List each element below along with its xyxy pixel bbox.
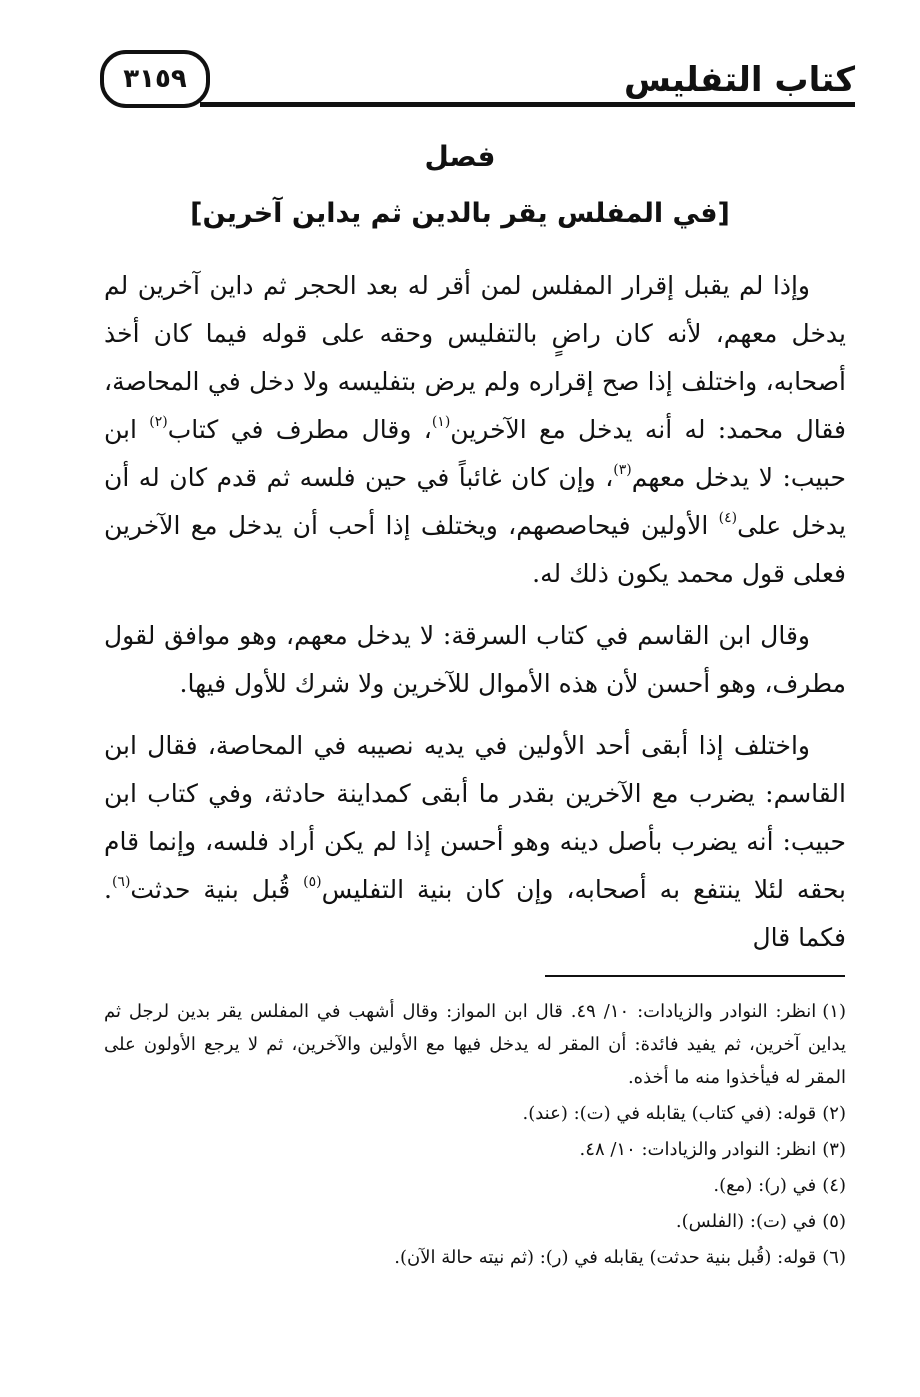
text-run: وإذا لم يقبل إقرار المفلس لمن أقر له بعد الحجر ثم داين آخرين لم يدخل معهم، لأنه كان راضٍ بالتفليس وحقه على قوله فيما كان أخذ أصحابه، واختلف إذا صح إقراره ولم يرض بتفليسه ولا دخل في المحاصة، فقال محمد: له أنه يدخل مع الآخرين (104, 271, 846, 444)
text-run: . فكما قال (104, 875, 846, 952)
header-rule (200, 102, 855, 107)
text-run: ، وإن كان غائباً في حين فلسه ثم قدم كان له أن يدخل على (104, 463, 846, 540)
paragraph-1 (104, 262, 846, 598)
footnote-text: انظر: النوادر والزيادات: ١٠/ ٤٨. (579, 1139, 817, 1160)
footnote-ref-5: (٥) (303, 874, 322, 890)
text-run: قُبل بنية حدثت (130, 875, 304, 904)
text-run: واختلف إذا أبقى أحد الأولين في يديه نصيبه في المحاصة، فقال ابن القاسم: يضرب مع الآخرين بقدر ما أبقى كمداينة حادثة، وفي كتاب ابن حبيب: أنه يضرب بأصل دينه وهو أحسن إذا لم يكن أراد فلسه، وإنما قام بحقه لئلا ينتفع به أصحابه، وإن كان بنية التفليس (104, 731, 846, 904)
footnote-ref-1: (١) (431, 414, 451, 430)
footnote-1 (104, 995, 846, 1094)
text-run: ، وقال مطرف في كتاب (167, 415, 432, 444)
page-number: ٣١٥٩ (100, 50, 210, 108)
footnote-number: (٦) (822, 1247, 846, 1268)
footnote-number: (٥) (822, 1211, 846, 1232)
main-text (104, 262, 846, 976)
footnote-6 (104, 1241, 846, 1274)
footnotes (104, 995, 846, 1277)
footnote-ref-4: (٤) (718, 510, 738, 526)
paragraph-2: وقال ابن القاسم في كتاب السرقة: لا يدخل معهم، وهو موافق لقول مطرف، وهو أحسن لأن هذه الأموال للآخرين ولا شرك للأول فيها. (104, 621, 846, 698)
footnote-3 (104, 1133, 846, 1166)
footnote-text: في (ر): (مع). (713, 1175, 817, 1196)
page-header (95, 40, 855, 115)
section-subtitle: [في المفلس يقر بالدين ثم يداين آخرين] (190, 198, 730, 229)
footnote-text: قوله: (قُبل بنية حدثت) يقابله في (ر): (ثم نيته حالة الآن). (394, 1247, 817, 1268)
footnote-5 (104, 1205, 846, 1238)
footnote-2 (104, 1097, 846, 1130)
footnote-text: قوله: (في كتاب) يقابله في (ت): (عند). (522, 1103, 817, 1124)
footnote-ref-2: (٢) (149, 414, 168, 430)
text-run: الأولين فيحاصصهم، ويختلف إذا أحب أن يدخل مع الآخرين فعلى قول محمد يكون ذلك له. (104, 511, 846, 588)
footnote-4 (104, 1169, 846, 1202)
footnote-number: (٣) (822, 1139, 846, 1160)
footnote-number: (٤) (822, 1175, 846, 1196)
footnote-ref-3: (٣) (613, 462, 632, 478)
footnote-separator (545, 975, 845, 977)
paragraph-3 (104, 722, 846, 962)
section-title: فصل (424, 140, 496, 173)
footnote-text: انظر: النوادر والزيادات: ١٠/ ٤٩. قال ابن المواز: وقال أشهب في المفلس يقر بدين لرجل ثم يداين آخرين، ثم يفيد فائدة: أن المقر له يدخل فيها مع الأولين والآخرين، ثم لا يرجع الأولون على المقر له فيأخذوا منه ما أخذه. (104, 1001, 846, 1088)
footnote-text: في (ت): (الفلس). (675, 1211, 817, 1232)
text-run: ابن حبيب: لا يدخل معهم (104, 415, 846, 492)
footnote-number: (١) (822, 1001, 846, 1022)
footnote-ref-6: (٦) (111, 874, 131, 890)
footnote-number: (٢) (822, 1103, 846, 1124)
book-title: كتاب التفليس (623, 60, 855, 100)
